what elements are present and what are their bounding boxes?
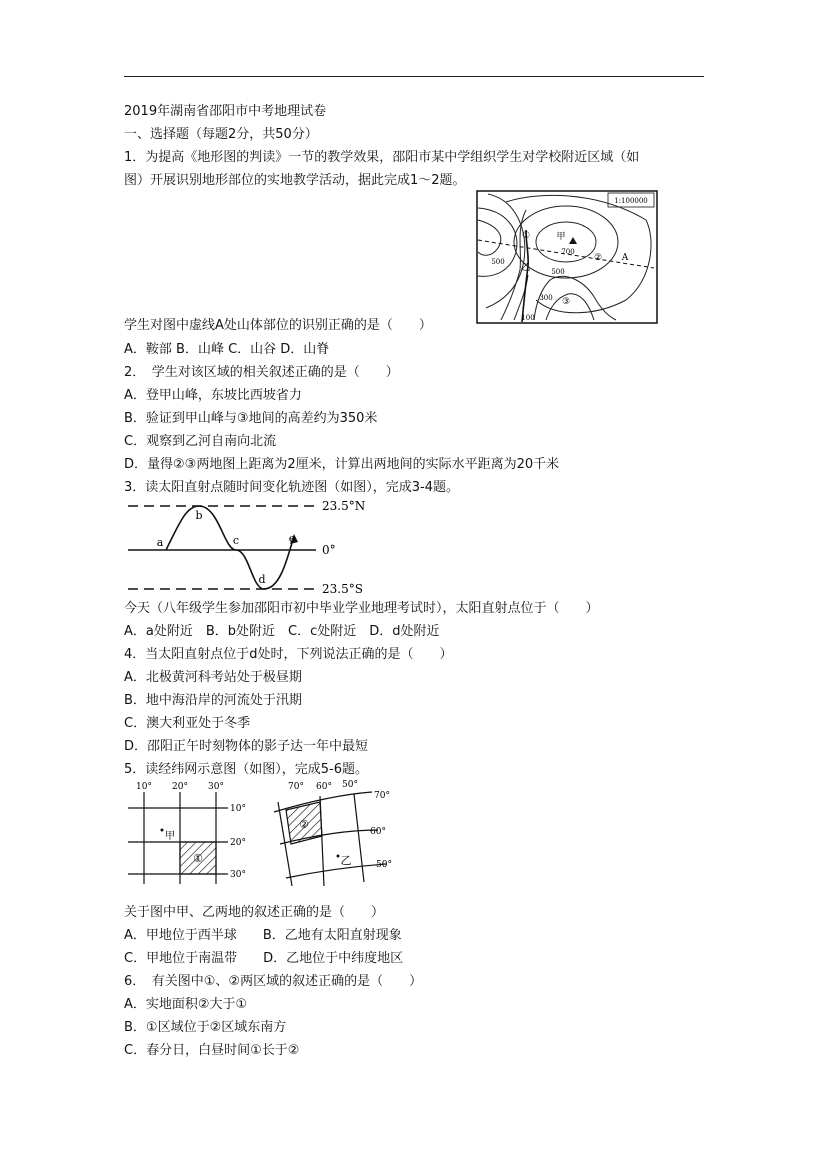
place-yi-dot — [337, 855, 340, 858]
point-a-label: a — [156, 536, 164, 549]
q4-option-a: A．北极黄河科考站处于极昼期 — [124, 670, 302, 685]
region-2-label: ② — [299, 818, 309, 831]
q6-stem: 6． 有关图中①、②两区域的叙述正确的是（ ） — [124, 974, 423, 989]
q6-option-c: C．春分日，白昼时间①长于② — [124, 1043, 300, 1058]
left-lat-1: 10° — [230, 804, 246, 814]
header-rule — [124, 76, 704, 77]
left-lon-1: 10° — [136, 782, 152, 792]
q1-intro-line1: 1．为提高《地形图的判读》一节的教学效果，邵阳市某中学组织学生对学校附近区域（如 — [124, 150, 640, 165]
contour-100-label: 100 — [521, 314, 535, 322]
point-1-label: ① — [521, 231, 531, 241]
point-2-label: ② — [593, 253, 603, 263]
q5-options-ab: A．甲地位于西半球 B．乙地有太阳直射现象 — [124, 928, 402, 943]
section-heading: 一、选择题（每题2分，共50分） — [124, 127, 318, 142]
q2-option-c: C．观察到乙河自南向北流 — [124, 434, 277, 449]
right-lon-2: 60° — [316, 782, 332, 792]
place-jia-label: 甲 — [165, 831, 175, 842]
scale-label: 1:100000 — [614, 197, 648, 205]
left-lat-3: 30° — [230, 870, 246, 880]
river-label: 乙 — [521, 263, 531, 273]
q5-stem: 关于图中甲、乙两地的叙述正确的是（ ） — [124, 905, 385, 920]
point-c-label: c — [232, 534, 240, 547]
q5-options-cd: C．甲地位于南温带 D．乙地位于中纬度地区 — [124, 951, 404, 966]
q2-option-d: D．量得②③两地图上距离为2厘米，计算出两地间的实际水平距离为20千米 — [124, 457, 560, 472]
exam-title: 2019年湖南省邵阳市中考地理试卷 — [124, 104, 327, 119]
region-1-label: ① — [193, 852, 203, 865]
equator-label: 0° — [322, 543, 336, 557]
q6-option-b: B．①区域位于②区域东南方 — [124, 1020, 287, 1035]
left-lon-3: 30° — [208, 782, 224, 792]
right-lon-1: 70° — [288, 782, 304, 792]
topographic-map — [476, 190, 658, 324]
tropic-south-label: 23.5°S — [322, 582, 363, 596]
point-d-label: d — [258, 573, 266, 586]
contour-500-right-label: 500 — [551, 268, 565, 276]
q3-intro: 3．读太阳直射点随时间变化轨迹图（如图），完成3-4题。 — [124, 480, 460, 495]
place-yi-label: 乙 — [340, 854, 352, 867]
graticule-left — [128, 782, 246, 884]
point-b-label: b — [195, 509, 203, 522]
point-e-label: e — [288, 532, 296, 545]
peak-label: 甲 — [556, 232, 566, 242]
q5-intro: 5．读经纬网示意图（如图），完成5-6题。 — [124, 762, 369, 777]
left-lat-2: 20° — [230, 838, 246, 848]
q2-stem: 2． 学生对该区域的相关叙述正确的是（ ） — [124, 365, 399, 380]
contour-500-left-label: 500 — [491, 258, 505, 266]
graticule-right — [274, 780, 392, 886]
right-lon-3: 50° — [342, 780, 358, 790]
q4-option-b: B．地中海沿岸的河流处于汛期 — [124, 693, 302, 708]
graticule-figure — [124, 778, 404, 890]
q6-option-a: A．实地面积②大于① — [124, 997, 248, 1012]
q3-stem: 今天（八年级学生参加邵阳市初中毕业学业地理考试时），太阳直射点位于（ ） — [124, 601, 599, 616]
right-lat-3: 50° — [376, 860, 392, 870]
q4-stem: 4．当太阳直射点位于d处时，下列说法正确的是（ ） — [124, 647, 453, 662]
place-jia-dot — [161, 829, 164, 832]
q4-option-c: C．澳大利亚处于冬季 — [124, 716, 251, 731]
q3-options: A．a处附近 B．b处附近 C．c处附近 D．d处附近 — [124, 624, 440, 639]
tropic-north-label: 23.5°N — [322, 499, 366, 513]
q4-option-d: D．邵阳正午时刻物体的影子达一年中最短 — [124, 739, 369, 754]
contour-300-label: 300 — [539, 294, 553, 302]
point-a-label: A — [621, 253, 629, 263]
right-lat-2: 60° — [370, 827, 386, 837]
left-lon-2: 20° — [172, 782, 188, 792]
q2-option-b: B．验证到甲山峰与③地间的高差约为350米 — [124, 411, 378, 426]
q1-intro-line2: 图）开展识别地形部位的实地教学活动，据此完成1～2题。 — [124, 173, 466, 188]
q1-stem: 学生对图中虚线A处山体部位的识别正确的是（ ） — [124, 318, 432, 333]
contour-700-label: 700 — [561, 248, 575, 256]
right-lat-1: 70° — [374, 791, 390, 801]
sun-trajectory-chart — [124, 494, 374, 598]
q1-options: A．鞍部 B．山峰 C．山谷 D．山脊 — [124, 342, 330, 357]
point-3-label: ③ — [561, 297, 571, 307]
q2-option-a: A．登甲山峰，东坡比西坡省力 — [124, 388, 302, 403]
